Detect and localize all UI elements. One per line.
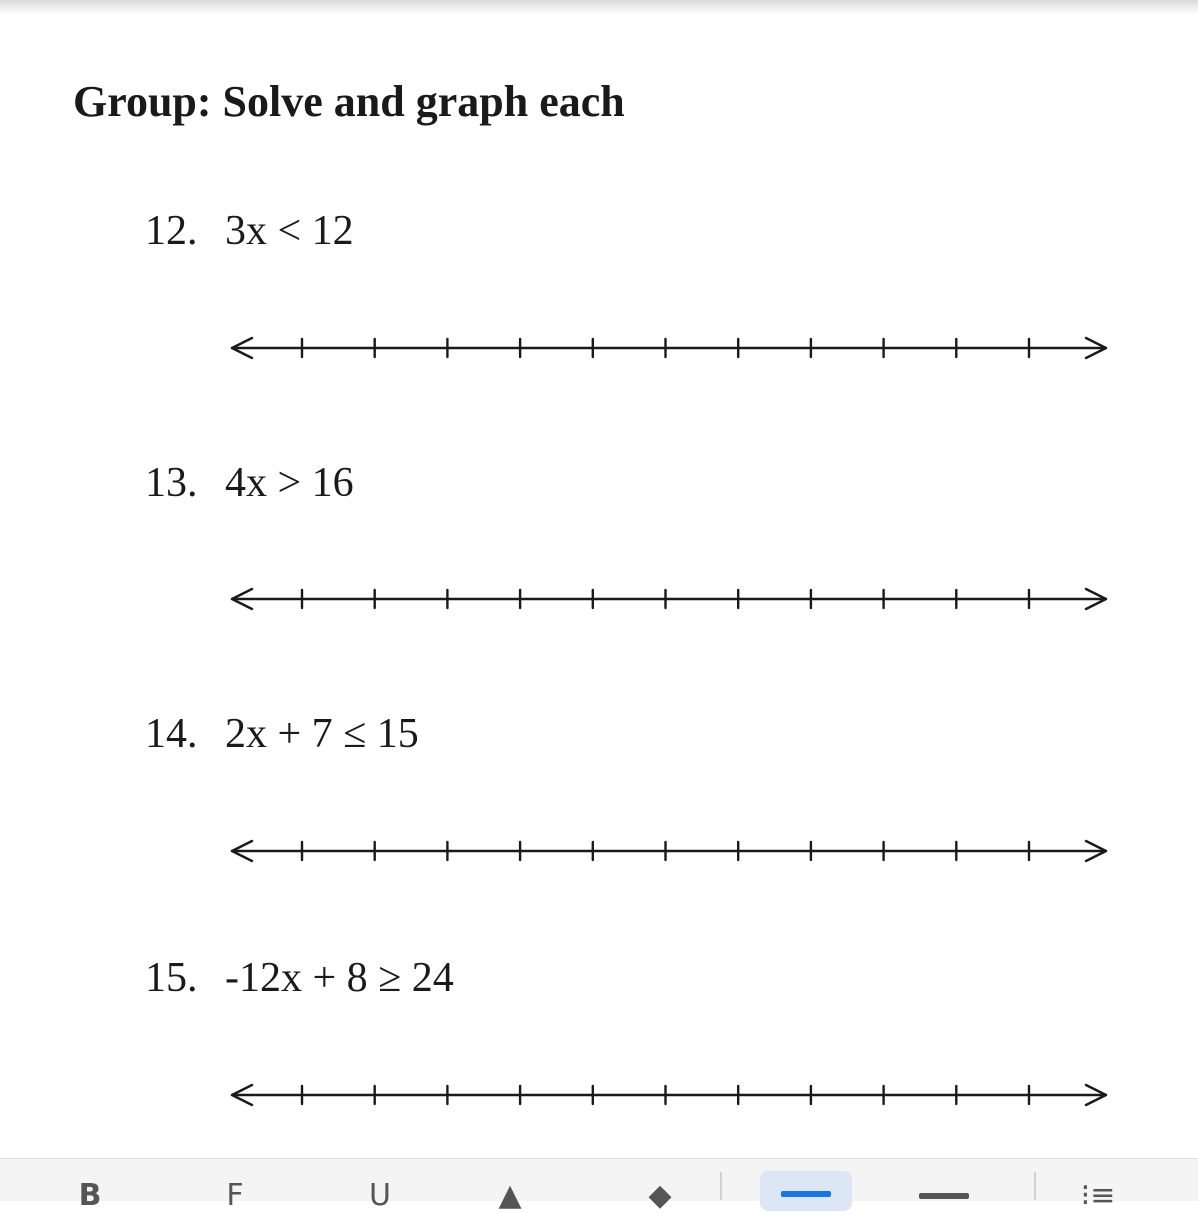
problem-expression: 2x + 7 ≤ 15 <box>225 711 419 757</box>
problem-13 <box>145 457 354 509</box>
problem-expression: -12x + 8 ≥ 24 <box>225 955 454 1001</box>
marker-icon[interactable]: ◆ <box>648 1178 672 1213</box>
toolbar-separator <box>720 1172 722 1200</box>
problem-number: 15. <box>145 955 198 1001</box>
problem-15 <box>145 952 454 1004</box>
problem-number: 12. <box>145 208 198 254</box>
problem-12 <box>145 205 354 257</box>
align-center-icon[interactable] <box>912 1181 976 1211</box>
worksheet-heading: Group: Solve and graph each <box>73 77 625 126</box>
list-icon[interactable]: ⁝≡ <box>1080 1178 1116 1213</box>
underline-icon[interactable]: U <box>369 1178 391 1213</box>
formatting-toolbar <box>0 1158 1198 1213</box>
number-line <box>226 834 1116 868</box>
problem-number: 14. <box>145 711 198 757</box>
number-line <box>226 331 1116 365</box>
problem-number: 13. <box>145 460 198 506</box>
problem-expression: 4x > 16 <box>225 460 354 506</box>
problem-expression: 3x < 12 <box>225 208 354 254</box>
align-left-icon[interactable] <box>760 1171 852 1211</box>
highlight-icon[interactable]: ▲ <box>498 1178 522 1213</box>
toolbar-separator <box>1034 1172 1036 1200</box>
number-line <box>226 582 1116 616</box>
window-top-edge <box>0 0 1198 14</box>
number-line <box>226 1078 1116 1112</box>
font-icon[interactable]: F <box>226 1178 244 1213</box>
problem-14 <box>145 708 419 760</box>
bold-icon[interactable]: B <box>78 1178 102 1213</box>
